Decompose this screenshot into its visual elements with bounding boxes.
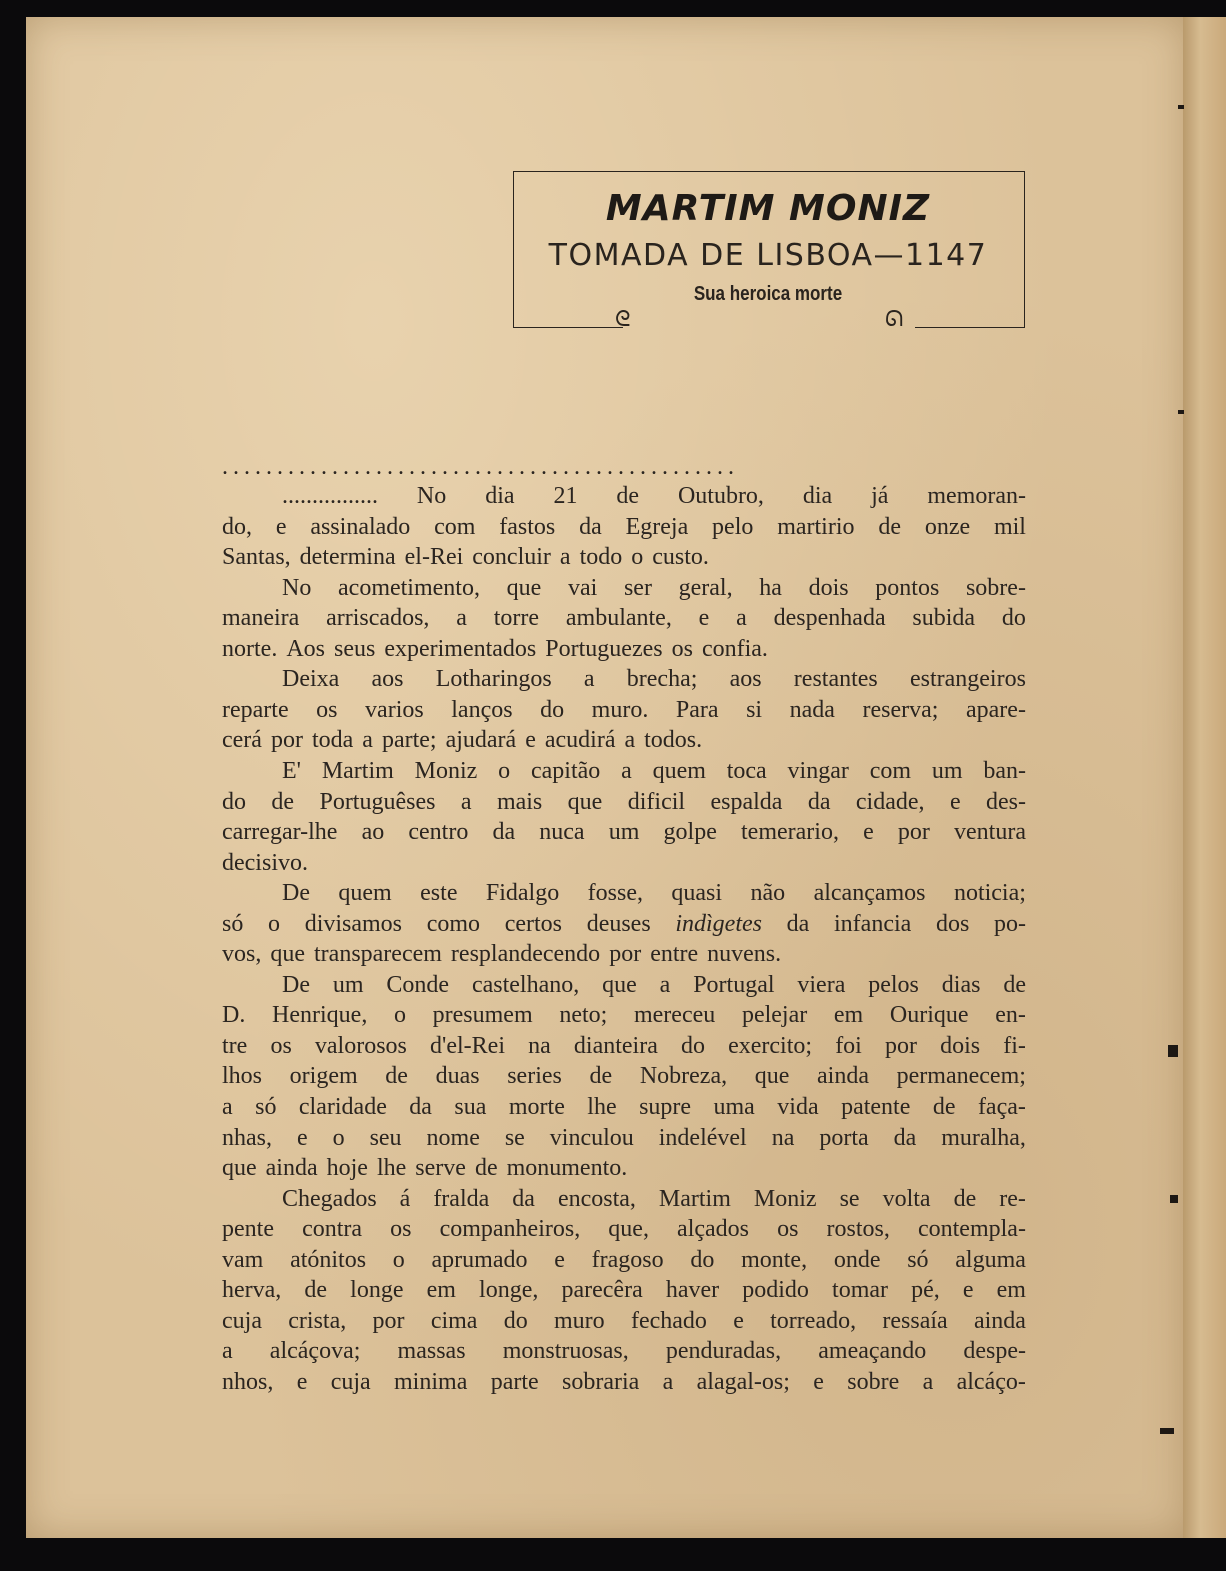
text-line: do de Portuguêses a mais que dificil espalda da cidade, e des- [222,788,1026,815]
text-line: ................ No dia 21 de Outubro, dia já memoran- [282,483,1026,509]
text-line: nhas, e o seu nome se vinculou indelével na porta da muralha, [222,1124,1026,1151]
text-line: Santas, determina el-Rei concluir a todo o custo. [222,544,709,571]
text-line: De um Conde castelhano, que a Portugal viera pelos dias de [282,971,1026,998]
text-line: De quem este Fidalgo fosse, quasi não alcançamos noticia; [282,880,1026,907]
text-line: No acometimento, que vai ser geral, ha dois pontos sobre- [282,574,1026,601]
title-frame-rule [915,327,1025,328]
text-line: só o divisamos como certos deuses indìgetes da infancia dos po- [222,910,1026,937]
chapter-title: MARTIM MONIZ [605,188,931,229]
text-line: vam atónitos o aprumado e fragoso do monte, onde só alguma [222,1246,1026,1273]
spine-mark [1178,105,1184,109]
text-line: cuja crista, por cima do muro fechado e torreado, ressaía ainda [222,1307,1026,1334]
text-line: D. Henrique, o presumem neto; mereceu pelejar em Ourique en- [222,1002,1026,1029]
spine-mark [1178,410,1184,414]
text-line: maneira arriscados, a torre ambulante, e a despenhada subida do [222,605,1026,632]
chapter-subtitle: TOMADA DE LISBOA—1147 [548,238,988,273]
text-line: E' Martim Moniz o capitão a quem toca vingar com um ban- [282,757,1026,784]
flourish-left-icon: ᘓ [615,307,631,332]
text-line: tre os valorosos d'el-Rei na dianteira do exercito; foi por dois fi- [222,1032,1026,1059]
text-line: herva, de longe em longe, parecêra haver podido tomar pé, e em [222,1277,1026,1304]
title-frame-rule [513,327,623,328]
spine-mark [1168,1045,1178,1057]
flourish-right-icon: ᘏ [885,307,904,332]
text-line: do, e assinalado com fastos da Egreja pelo martirio de onze mil [222,513,1026,540]
text-line: nhos, e cuja minima parte sobraria a alagal-os; e sobre a alcáço- [222,1368,1026,1395]
book-spine [1183,17,1226,1538]
text-line: carregar-lhe ao centro da nuca um golpe temerario, e por ventura [222,819,1026,846]
text-line: a alcáçova; massas monstruosas, penduradas, ameaçando despe- [222,1338,1026,1365]
text-line: a só claridade da sua morte lhe supre uma vida patente de faça- [222,1094,1026,1120]
text-line: lhos origem de duas series de Nobreza, que ainda permanecem; [222,1063,1026,1090]
text-line: que ainda hoje lhe serve de monumento. [222,1155,628,1182]
text-line: pente contra os companheiros, que, alçados os rostos, contempla- [222,1216,1026,1243]
spine-mark [1170,1195,1178,1203]
text-line: norte. Aos seus experimentados Portuguezes os confia. [222,635,768,662]
text-line: cerá por toda a parte; ajudará e acudirá a todos. [222,727,703,754]
ellipsis-row: ............................................... [222,454,739,480]
text-line: Chegados á fralda da encosta, Martim Moniz se volta de re- [282,1185,1026,1212]
text-line: Deixa aos Lotharingos a brecha; aos restantes estrangeiros [282,666,1026,693]
chapter-caption: Sua heroica morte [693,283,843,305]
text-line: vos, que transparecem resplandecendo por entre nuvens. [222,941,782,968]
spine-mark [1160,1428,1174,1434]
text-line: reparte os varios lanços do muro. Para si nada reserva; apare- [222,696,1026,723]
text-line: decisivo. [222,849,308,876]
